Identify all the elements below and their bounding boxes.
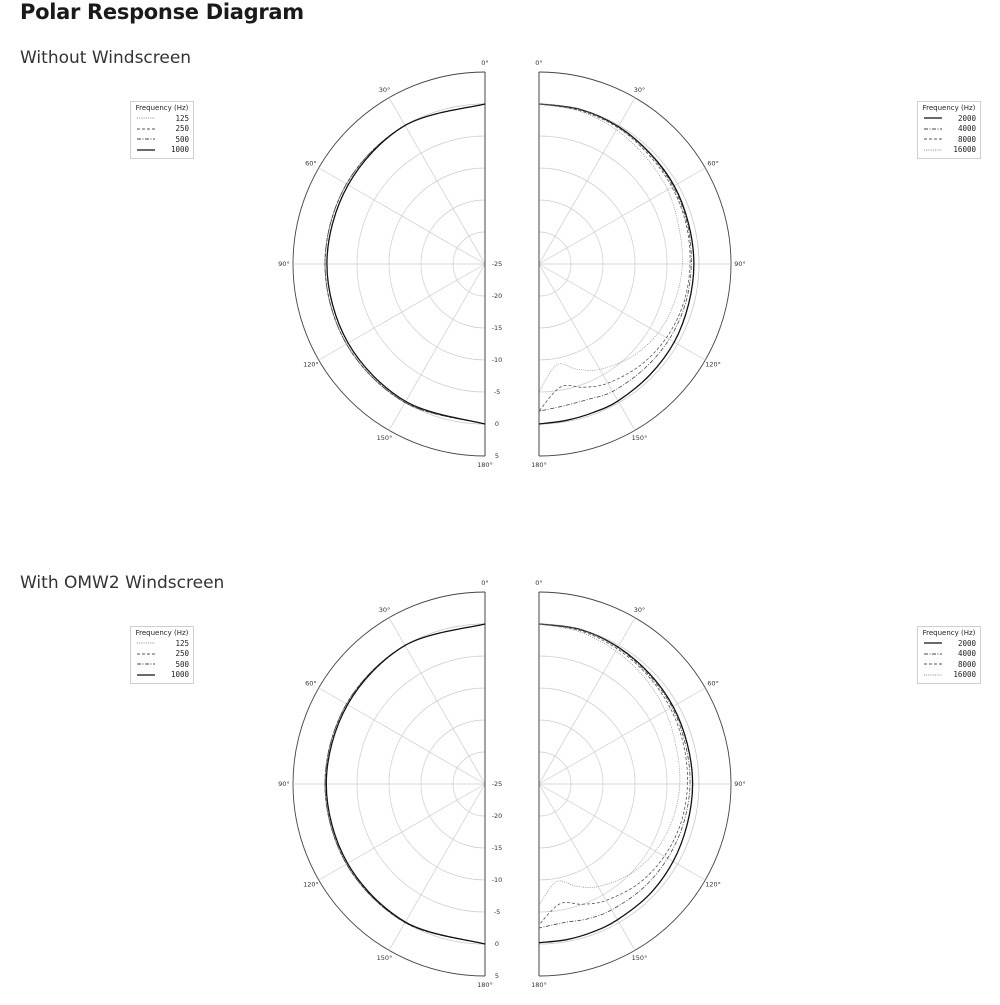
grid-spoke bbox=[389, 98, 485, 264]
legend-label: 16000 bbox=[953, 145, 976, 155]
series-line-4000hz bbox=[539, 104, 691, 411]
radial-tick-label: -25 bbox=[491, 780, 503, 788]
legend-label: 4000 bbox=[957, 649, 976, 659]
radial-tick-label: -5 bbox=[493, 388, 501, 396]
radial-tick-label: 5 bbox=[494, 972, 500, 980]
legend-item-250hz bbox=[135, 124, 189, 135]
grid-spoke bbox=[319, 168, 485, 264]
radial-tick-label: -5 bbox=[493, 908, 501, 916]
legend-high-frequencies-with-windscreen bbox=[917, 626, 981, 684]
angle-tick-label: 30° bbox=[633, 85, 646, 94]
grid-spoke bbox=[319, 784, 485, 880]
grid-spoke bbox=[539, 264, 635, 430]
angle-tick-label: 60° bbox=[305, 159, 317, 168]
legend-high-frequencies-without-windscreen bbox=[917, 101, 981, 159]
angle-tick-label: 0° bbox=[535, 59, 543, 67]
grid-spoke bbox=[389, 264, 485, 430]
legend-item-8000hz bbox=[922, 134, 976, 145]
angle-tick-label: 180° bbox=[477, 461, 493, 469]
legend-label: 2000 bbox=[957, 638, 976, 648]
legend-label: 500 bbox=[175, 659, 189, 669]
legend-low-frequencies-without-windscreen bbox=[130, 101, 194, 159]
radial-tick-label: 5 bbox=[494, 452, 500, 460]
angle-tick-label: 150° bbox=[376, 954, 393, 963]
angle-tick-label: 30° bbox=[378, 85, 391, 94]
legend-low-frequencies-with-windscreen bbox=[130, 626, 194, 684]
grid-spoke bbox=[539, 784, 635, 950]
grid-spoke bbox=[319, 264, 485, 360]
legend-swatch bbox=[924, 126, 942, 132]
legend-item-250hz bbox=[135, 649, 189, 660]
legend-swatch bbox=[137, 126, 155, 132]
angle-tick-label: 0° bbox=[481, 59, 489, 67]
legend-swatch bbox=[924, 115, 942, 121]
legend-item-4000hz bbox=[922, 124, 976, 135]
grid-spoke bbox=[539, 688, 705, 784]
legend-title: Frequency (Hz) bbox=[135, 629, 189, 637]
polar-panel-left bbox=[278, 59, 493, 469]
legend-item-500hz bbox=[135, 659, 189, 670]
legend-title: Frequency (Hz) bbox=[922, 629, 976, 637]
legend-swatch bbox=[137, 147, 155, 153]
polar-panel-right bbox=[531, 59, 746, 469]
legend-swatch bbox=[924, 147, 942, 153]
angle-tick-label: 30° bbox=[378, 605, 391, 614]
angle-tick-label: 60° bbox=[707, 679, 719, 688]
legend-label: 500 bbox=[175, 134, 189, 144]
grid-spoke bbox=[389, 784, 485, 950]
legend-item-125hz bbox=[135, 638, 189, 649]
angle-tick-label: 90° bbox=[278, 780, 290, 788]
angle-tick-label: 150° bbox=[631, 434, 648, 443]
angle-tick-label: 30° bbox=[633, 605, 646, 614]
series-line-8000hz bbox=[539, 104, 690, 411]
series-line-2000hz bbox=[539, 624, 693, 943]
legend-label: 250 bbox=[175, 649, 189, 659]
legend-item-16000hz bbox=[922, 145, 976, 156]
legend-item-1000hz bbox=[135, 670, 189, 681]
radial-tick-label: -20 bbox=[491, 292, 503, 300]
grid-spoke bbox=[539, 168, 705, 264]
legend-item-1000hz bbox=[135, 145, 189, 156]
angle-tick-label: 180° bbox=[477, 981, 493, 989]
legend-item-4000hz bbox=[922, 649, 976, 660]
page-title: Polar Response Diagram bbox=[20, 0, 304, 24]
legend-swatch bbox=[137, 651, 155, 657]
legend-label: 8000 bbox=[957, 659, 976, 669]
radial-tick-label: -20 bbox=[491, 812, 503, 820]
legend-label: 8000 bbox=[957, 134, 976, 144]
polar-panel-right bbox=[531, 579, 746, 989]
angle-tick-label: 120° bbox=[705, 880, 721, 889]
grid-spoke bbox=[539, 98, 635, 264]
legend-label: 125 bbox=[175, 113, 189, 123]
legend-item-8000hz bbox=[922, 659, 976, 670]
legend-swatch bbox=[137, 136, 155, 142]
legend-label: 1000 bbox=[170, 145, 189, 155]
polar-panel-left bbox=[278, 579, 493, 989]
legend-swatch bbox=[924, 672, 942, 678]
angle-tick-label: 60° bbox=[305, 679, 317, 688]
angle-tick-label: 120° bbox=[705, 360, 721, 369]
legend-swatch bbox=[924, 640, 942, 646]
legend-swatch bbox=[137, 672, 155, 678]
legend-label: 16000 bbox=[953, 670, 976, 680]
legend-swatch bbox=[924, 651, 942, 657]
angle-tick-label: 90° bbox=[278, 260, 290, 268]
radial-tick-label: 0 bbox=[494, 420, 500, 428]
angle-tick-label: 150° bbox=[376, 434, 393, 443]
legend-swatch bbox=[137, 115, 155, 121]
radial-tick-label: -15 bbox=[491, 844, 503, 852]
angle-tick-label: 90° bbox=[734, 780, 746, 788]
section-title-with-windscreen: With OMW2 Windscreen bbox=[20, 573, 225, 593]
grid-spoke bbox=[319, 688, 485, 784]
legend-label: 250 bbox=[175, 124, 189, 134]
legend-item-2000hz bbox=[922, 113, 976, 124]
radial-tick-label: -10 bbox=[491, 356, 503, 364]
legend-label: 4000 bbox=[957, 124, 976, 134]
grid-spoke bbox=[389, 618, 485, 784]
legend-swatch bbox=[137, 640, 155, 646]
legend-item-500hz bbox=[135, 134, 189, 145]
section-title-without-windscreen: Without Windscreen bbox=[20, 48, 192, 68]
legend-title: Frequency (Hz) bbox=[922, 104, 976, 112]
legend-swatch bbox=[924, 661, 942, 667]
series-line-16000hz bbox=[539, 104, 682, 392]
angle-tick-label: 0° bbox=[481, 579, 489, 587]
radial-tick-label: -25 bbox=[491, 260, 503, 268]
angle-tick-label: 60° bbox=[707, 159, 719, 168]
series-line-8000hz bbox=[539, 624, 688, 925]
angle-tick-label: 150° bbox=[631, 954, 648, 963]
angle-tick-label: 180° bbox=[531, 461, 547, 469]
grid-spoke bbox=[539, 264, 705, 360]
radial-tick-label: -10 bbox=[491, 876, 503, 884]
legend-item-16000hz bbox=[922, 670, 976, 681]
radial-tick-label: -15 bbox=[491, 324, 503, 332]
angle-tick-label: 120° bbox=[303, 360, 319, 369]
legend-label: 2000 bbox=[957, 113, 976, 123]
radial-tick-label: 0 bbox=[494, 940, 500, 948]
angle-tick-label: 120° bbox=[303, 880, 319, 889]
angle-tick-label: 180° bbox=[531, 981, 547, 989]
angle-tick-label: 90° bbox=[734, 260, 746, 268]
legend-title: Frequency (Hz) bbox=[135, 104, 189, 112]
angle-tick-label: 0° bbox=[535, 579, 543, 587]
legend-swatch bbox=[137, 661, 155, 667]
legend-label: 125 bbox=[175, 638, 189, 648]
legend-swatch bbox=[924, 136, 942, 142]
legend-item-125hz bbox=[135, 113, 189, 124]
legend-item-2000hz bbox=[922, 638, 976, 649]
series-line-4000hz bbox=[539, 624, 690, 928]
grid-spoke bbox=[539, 618, 635, 784]
radial-tick-labels bbox=[492, 260, 503, 460]
radial-tick-labels bbox=[492, 780, 503, 980]
legend-label: 1000 bbox=[170, 670, 189, 680]
